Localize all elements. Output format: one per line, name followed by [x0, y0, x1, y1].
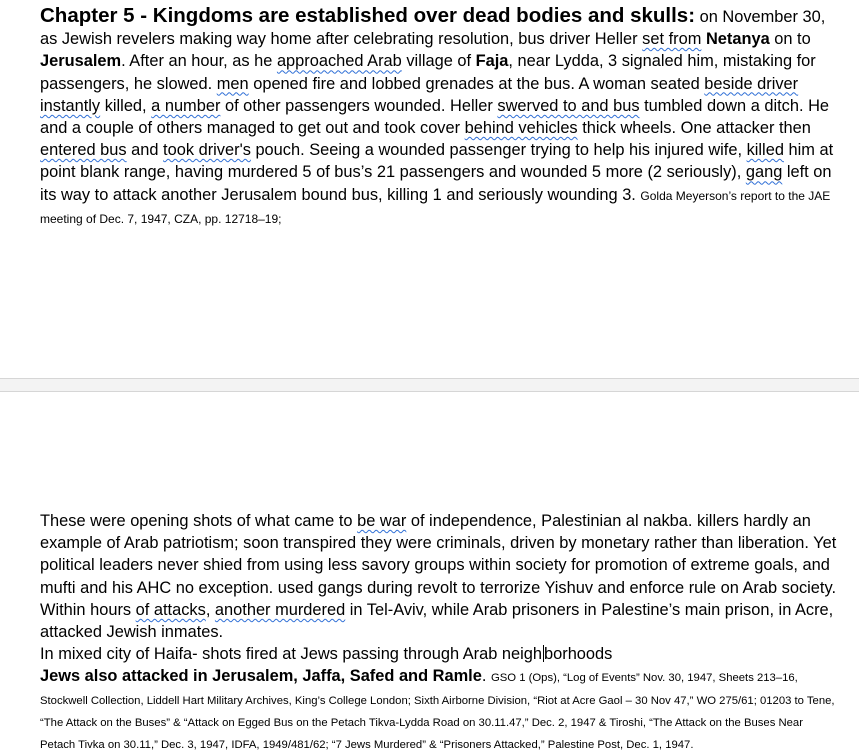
- text-run: of independence, Palestinian al nakba. killers hardly an example of Arab patriotism; soon transpired they were criminals, driven by monetary rather than liberation. Yet political leaders never shied from using less savory groups within society for promotion of extreme goals, and mufti and his AHC no exception. used gangs during revolt to terrorize Yishuv and enforce rule on Arab society. Within hours: [40, 512, 837, 619]
- bold-heading: Jews also attacked in Jerusalem, Jaffa, Safed and Ramle: [40, 667, 482, 686]
- chapter-paragraph[interactable]: [40, 5, 840, 230]
- text-run: in Tel-Aviv, while Arab prisoners in Palestine’s main prison, in Acre, attacked Jewish inmates.: [40, 600, 834, 642]
- grammar-flag[interactable]: took driver's: [163, 141, 251, 160]
- text-run: left on its way to attack another Jerusalem bound bus, killing 1 and seriously wounding 3.: [40, 163, 832, 204]
- place-netanya: Netanya: [705, 30, 770, 49]
- grammar-flag[interactable]: killed: [746, 141, 784, 160]
- text-run: village of: [401, 52, 476, 71]
- document-page-2: [0, 392, 859, 752]
- place-faja: Faja: [475, 52, 509, 71]
- text-run: and: [126, 141, 164, 160]
- text-run: ,: [205, 600, 215, 619]
- haifa-line: In mixed city of Haifa- shots fired at Jews passing through Arab neigh: [40, 645, 542, 664]
- grammar-flag[interactable]: beside driver instantly: [40, 74, 799, 115]
- grammar-flag[interactable]: entered bus: [40, 141, 127, 160]
- place-jerusalem: Jerusalem: [40, 52, 122, 71]
- text-run: killed,: [100, 96, 152, 115]
- text-run: pouch. Seeing a wounded passenger trying to help his injured wife,: [250, 141, 747, 160]
- grammar-flag[interactable]: of attacks: [135, 600, 206, 619]
- text-run: him at point blank range, having murdered 5 of bus’s 21 passengers and wounded 5 more (2 seriously),: [40, 141, 834, 182]
- text-run: . After an hour, as he: [121, 52, 277, 71]
- page-break: [0, 378, 859, 392]
- grammar-flag[interactable]: approached Arab: [276, 52, 402, 71]
- grammar-flag[interactable]: a number: [151, 96, 221, 115]
- citation: Golda Meyerson’s report to the JAE meeting of Dec. 7, 1947, CZA, pp. 12718–19;: [40, 188, 831, 226]
- grammar-flag[interactable]: be war: [357, 512, 407, 530]
- text-run: , near Lydda, 3 signaled him, mistaking for passengers, he slowed.: [40, 52, 816, 93]
- citation: GSO 1 (Ops), “Log of Events” Nov. 30, 1947, Sheets 213–16, Stockwell Collection, Liddell Hart Military Archives, King’s College London; Sixth Airborne Division, “Riot at Acre Gaol – 30 Nov 47,” WO 275/61; 01203 to Tene, “The Attack on the Buses” & “Attack on Egged Bus on the Petach Tikva-Lydda Road on 30.11.47,” Dec. 2, 1947 & Tiroshi, “The Attack on the Buses Near Petach Tivka on 30.11,” Dec. 3, 1947, IDFA, 1949/481/62; “7 Jews Murdered” & “Prisoners Attacked,” Palestine Post, Dec. 1, 1947.: [40, 672, 835, 752]
- text-run: tumbled down a ditch. He and a couple of others managed to get out and took cover: [40, 96, 830, 138]
- body-paragraph[interactable]: These were opening shots of what came to be war of independence, Palestinian al nakba. killers hardly an example of Arab patriotism; soon transpired they were criminals, driven by monetary rather than liberation. Yet political leaders never shied from using less savory groups within society for promotion of extreme goals, and mufti and his AHC no exception. used gangs during revolt to terrorize Yishuv and enforce rule on Arab society. Within hours of attacks, another murdered in Tel-Aviv, while Arab prisoners in Palestine’s main prison, in Acre, attacked Jewish inmates. In mixed city of Haifa- shots fired at Jews passing through Arab neigh borhoods Jews also attacked in Jerusalem, Jaffa, Safed and Ramle. GSO 1 (Ops), “Log of Events” Nov. 30, 1947, Sheets 213–16, Stockwell Collection, Liddell Hart Military Archives, King’s College London; Sixth Airborne Division, “Riot at Acre Gaol – 30 Nov 47,” WO 275/61; 01203 to Tene, “The Attack on the Buses” & “Attack on Egged Bus on the Petach Tikva-Lydda Road on 30.11.47,” Dec. 2, 1947 & Tiroshi, “The Attack on the Buses Near Petach Tivka on 30.11,” Dec. 3, 1947, IDFA, 1949/481/62; “7 Jews Murdered” & “Prisoners Attacked,” Palestine Post, Dec. 1, 1947.: [40, 512, 837, 752]
- grammar-flag[interactable]: gang: [745, 163, 783, 182]
- chapter-title: Chapter 5 - Kingdoms are established over dead bodies and skulls:: [40, 4, 696, 27]
- text-run: of other passengers wounded. Heller: [220, 96, 498, 115]
- grammar-flag[interactable]: swerved to and bus: [497, 96, 640, 115]
- text-run: These were opening shots of what came to: [40, 512, 358, 530]
- grammar-flag[interactable]: men: [216, 74, 249, 93]
- grammar-flag[interactable]: behind vehicles: [464, 119, 578, 138]
- text-run: opened fire and lobbed grenades at the bus. A woman seated: [248, 74, 705, 93]
- grammar-flag[interactable]: set from: [642, 30, 702, 49]
- haifa-line-end: borhoods: [544, 645, 613, 664]
- text-run: on to: [769, 30, 811, 49]
- text-run: thick wheels. One attacker then: [577, 119, 811, 138]
- text-run: on November 30, as Jewish revelers making way home after celebrating resolution, bus driver Heller: [40, 8, 826, 49]
- grammar-flag[interactable]: another murdered: [214, 600, 346, 619]
